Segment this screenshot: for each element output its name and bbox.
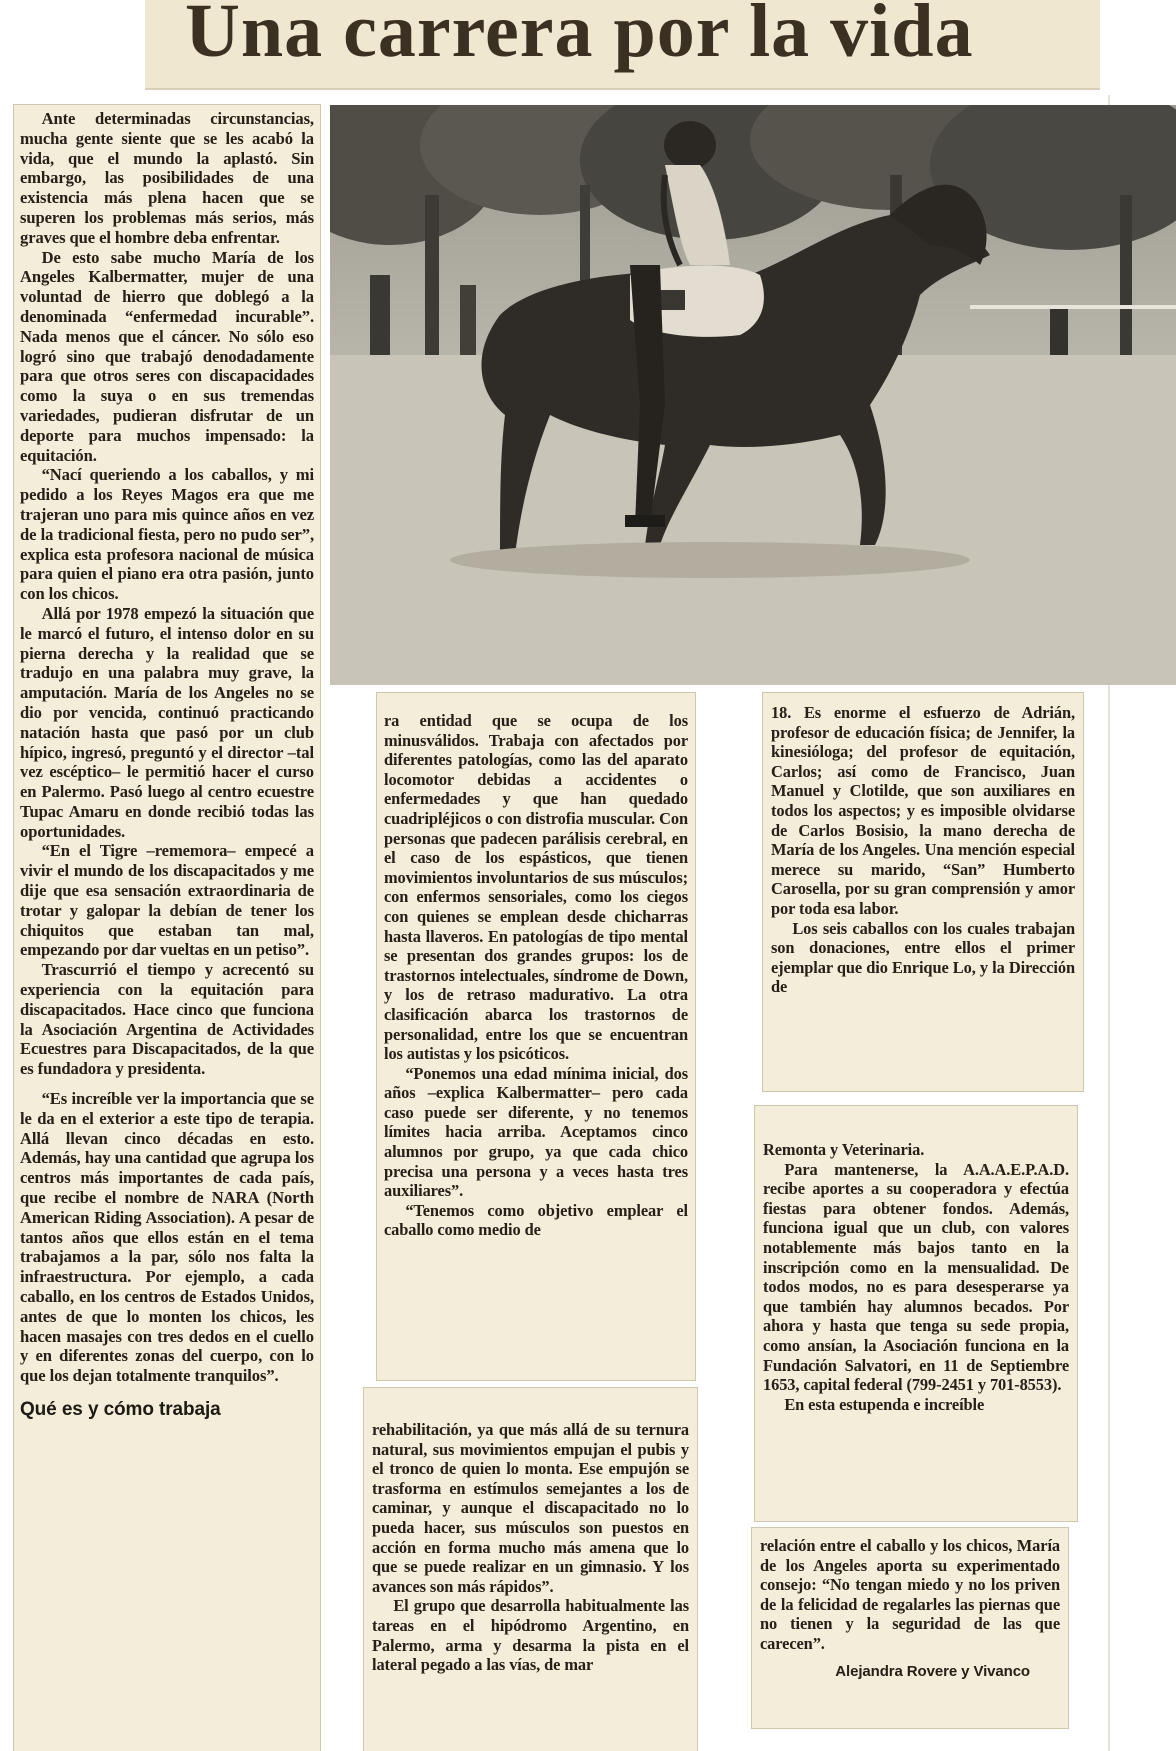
col3b-paragraph-1: Remonta y Veterinaria. — [763, 1140, 925, 1159]
col1-paragraph-4: Allá por 1978 empezó la situación que le marcó el futuro, el intenso dolor en su pierna derecha y la realidad que se tradujo en una palabra muy grave, la amputación. María de los Angeles no se dio por vencida, continuó practicando natación hasta que pasó por un club hípico, ingresó, preguntó y el director –tal vez escéptico– le permitió hacer el curso en Palermo. Pasó luego al centro ecuestre Tupac Amaru en donde recibió todas las oportunidades. — [20, 603, 314, 841]
col3b-paragraph-3: En esta estupenda e increíble — [784, 1394, 985, 1414]
col1-paragraph-6: Trascurrió el tiempo y acrecentó su experiencia con la equitación para discapacitados. Hace cinco que funciona la Asociación Argentina de Actividades Ecuestres para Discapacitados, de la que es fundadora y presidenta. — [20, 960, 314, 1079]
col3a-paragraph-1: 18. Es enorme el esfuerzo de Adrián, profesor de educación física; de Jennifer, la kinesióloga; del profesor de equitación, Carlos; así como de Francisco, Juan Manuel y Clotilde, que son auxiliares en todos los aspectos; y es imposible olvidarse de Carlos Bosisio, la mano derecha de María de los Angeles. Una mención especial merece su marido, “San” Humberto Carosella, por su gran comprensión y amor por toda esa labor. — [771, 703, 1075, 918]
col1-paragraph-5: “En el Tigre –rememora– empecé a vivir el mundo de los discapacitados y me dije que esa sensación extraordinaria de trotar y galopar la debían de tener los chiquitos que estaban tan mal, empezando por dar vueltas en un petiso”. — [20, 841, 314, 960]
headline: Una carrera por la vida — [185, 0, 974, 73]
col1-paragraph-7: “Es increíble ver la importancia que se le da en el exterior a este tipo de terapia. Allá llevan cinco décadas en esto. Además, hay una cantidad que agrupa los centros más importantes de cada país, que recibe el nombre de NARA (North American Riding Association). A pesar de tantos años que ellos están en el tema trabajamos a la par, sólo nos falta la infraestructura. Por ejemplo, a cada caballo, en los centros de Estados Unidos, antes de que lo monten los chicos, les hacen masajes con tres dedos en el cuello y en diferentes zonas del cuerpo, con lo que los dejan totalmente tranquilos”. — [20, 1089, 314, 1386]
col2a-paragraph-2: “Ponemos una edad mínima inicial, dos años –explica Kalbermatter– pero cada caso puede ser diferente, y no tenemos límites hacia arriba. Aceptamos cinco alumnos por grupo, ya que cada chico precisa una persona y a veces hasta tres auxiliares”. — [384, 1063, 688, 1201]
column-3-middle-clipping — [755, 1106, 1077, 1521]
column-3-top-clipping — [763, 693, 1083, 1091]
col1-paragraph-2: De esto sabe mucho María de los Angeles Kalbermatter, mujer de una voluntad de hierro que doblegó a la denominada “enfermedad incurable”. Nada menos que el cáncer. No sólo eso logró sino que trabajó denodadamente para que otros seres con discapacidades como la suya o en sus tremendas variedades, pudieran disfrutar de un deporte para muchos impensado: la equitación. — [20, 247, 314, 465]
headline-strip — [145, 0, 1100, 90]
col2a-paragraph-3: “Tenemos como objetivo emplear el caballo como medio de — [384, 1200, 688, 1240]
column-2-top-clipping — [377, 693, 695, 1380]
col2b-paragraph-1: rehabilitación, ya que más allá de su ternura natural, sus movimientos empujan el pubis y el tronco de quien lo monta. Ese empujón se trasforma en estímulos semejantes a los de caminar, y aunque el discapacitado no lo pueda hacer, sus músculos son puestos en acción en forma mucho más amena que lo que se puede realizar en un gimnasio. Y los avances son más rápidos”. — [372, 1420, 689, 1596]
section-subhead: Qué es y cómo trabaja — [20, 1399, 221, 1420]
col2a-paragraph-1: ra entidad que se ocupa de los minusválidos. Trabaja con afectados por diferentes patologías, como las del aparato locomotor debidas a accidentes o enfermedades y que han quedado cuadripléjicos o con distrofia muscular. Con personas que padecen parálisis cerebral, en el caso de los espásticos, que tienen movimientos involuntarios de sus músculos; con enfermos sensoriales, como los ciegos con quienes se emplean desde chicharras hasta llaveros. En patologías de tipo mental se presentan dos grandes grupos: los de trastornos intelectuales, síndrome de Down, y los de retraso madurativo. La otra clasificación abarca los trastornos de personalidad, entre los que se encuentran los autistas y los psicóticos. — [384, 711, 688, 1064]
col2b-paragraph-2: El grupo que desarrolla habitualmente las tareas en el hipódromo Argentino, en Palermo, arma y desarma la pista en el lateral pegado a las vías, de mar — [372, 1596, 689, 1675]
col3b-paragraph-2: Para mantenerse, la A.A.A.E.P.A.D. recibe aportes a su cooperadora y efectúa fiestas para obtener fondos. Además, funciona igual que un club, con valores notablemente más bajos tanto en la inscripción como en la mensualidad. De todos modos, no es para desesperarse ya que también hay alumnos becados. Por ahora y hasta que tenga su sede propia, como ansían, la Asociación funciona en la Fundación Salvatori, en 11 de Septiembre 1653, capital federal (799-2451 y 701-8553). — [763, 1159, 1069, 1395]
col1-paragraph-3: “Nací queriendo a los caballos, y mi pedido a los Reyes Magos era que me trajeran uno para mis quince años en vez de la tradicional fiesta, pero no pudo ser”, explica esta profesora nacional de música para quien el piano era otra pasión, junto con los chicos. — [20, 465, 314, 604]
horse-photo — [330, 105, 1176, 685]
col1-paragraph-1: Ante determinadas circunstancias, mucha gente siente que se les acabó la vida, que el mundo la aplastó. Sin embargo, las posibilidades de una existencia más plena hacen que se superen los problemas más serios, más graves que el hombre deba enfrentar. — [20, 109, 314, 247]
horse-photo-illustration — [330, 105, 1176, 685]
col3a-paragraph-2: Los seis caballos con los cuales trabajan son donaciones, entre ellos el primer ejemplar que dio Enrique Lo, y la Dirección de — [771, 918, 1075, 997]
byline: Alejandra Rovere y Vivanco — [835, 1662, 1030, 1680]
col3c-paragraph-1: relación entre el caballo y los chicos, María de los Angeles aporta su experimentado consejo: “No tengan miedo y no los priven de la felicidad de regalarles las piernas que no tienen y la seguridad de las que carecen”. — [760, 1536, 1060, 1653]
column-1-clipping — [14, 105, 320, 1751]
column-3-bottom-clipping — [752, 1528, 1068, 1728]
column-2-bottom-clipping — [364, 1388, 697, 1751]
